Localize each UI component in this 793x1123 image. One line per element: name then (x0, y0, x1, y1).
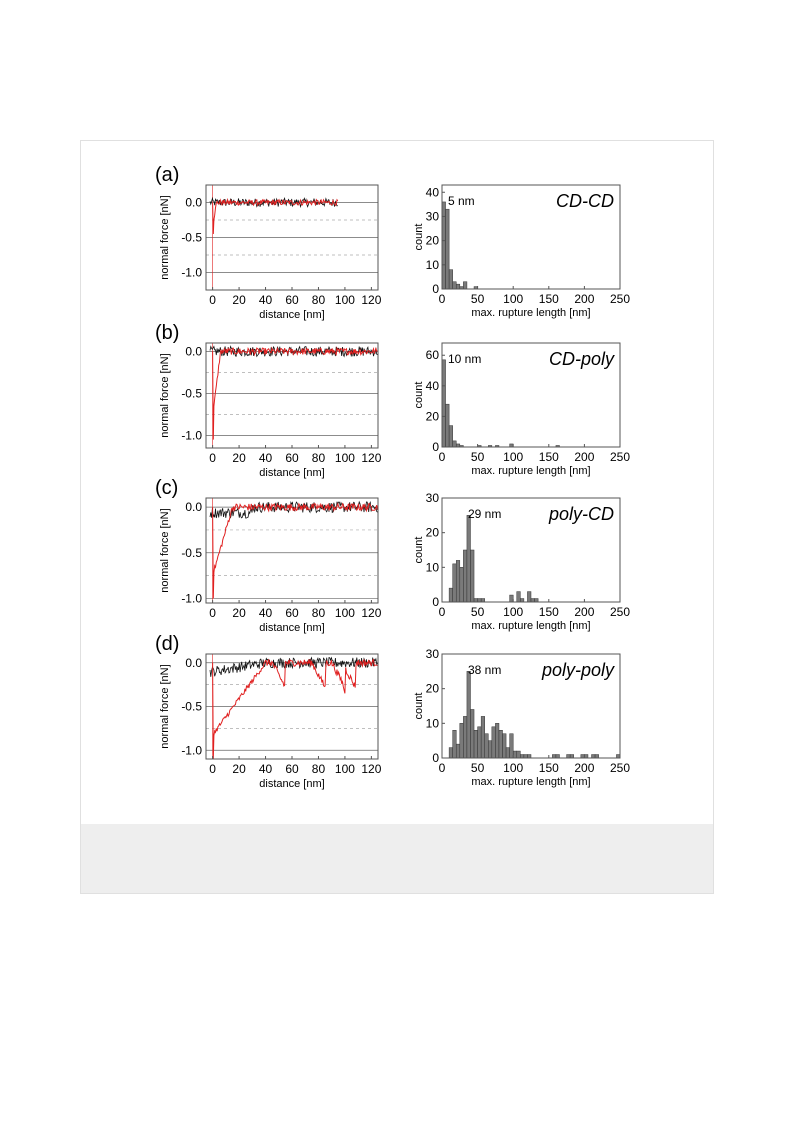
histogram-bar (517, 751, 521, 758)
force-xlabel: distance [nm] (259, 622, 325, 634)
force-ytick-label: -1.0 (181, 428, 202, 443)
histogram-bar (449, 748, 453, 758)
hist-xtick-label: 100 (503, 761, 524, 775)
histogram-bar (474, 599, 478, 602)
force-ytick-label: -1.0 (181, 265, 202, 280)
hist-xtick-label: 50 (470, 292, 485, 306)
force-xtick-label: 100 (334, 762, 355, 776)
force-ytick-label: 0.0 (185, 655, 202, 670)
hist-xtick-label: 100 (503, 450, 524, 464)
histogram-bar (453, 282, 457, 289)
force-ylabel: normal force [nN] (159, 195, 171, 280)
hist-ylabel: count (413, 223, 425, 251)
peak-value-label: 5 nm (448, 194, 475, 208)
hist-xlabel: max. rupture length [nm] (471, 465, 591, 477)
hist-ytick-label: 20 (425, 681, 439, 696)
histogram-bar (460, 567, 464, 602)
hist-xtick-label: 250 (609, 605, 631, 619)
histogram-bar (481, 716, 485, 758)
force-xtick-label: 60 (285, 451, 299, 465)
histogram-bar (488, 741, 492, 758)
hist-xtick-label: 150 (538, 450, 559, 464)
force-xtick-label: 0 (209, 606, 216, 620)
histogram-bar (531, 599, 535, 602)
histogram-bar (492, 727, 496, 758)
retract-trace (213, 348, 378, 440)
panel-letter: (d) (155, 633, 180, 655)
histogram-bar (520, 599, 524, 602)
hist-xtick-label: 200 (574, 292, 595, 306)
hist-ytick-label: 20 (425, 409, 439, 424)
hist-ytick-label: 10 (425, 560, 439, 575)
system-label: CD-poly (548, 349, 614, 369)
histogram-bar (470, 709, 474, 758)
histogram-bar (453, 730, 457, 758)
histogram-bar (449, 426, 453, 447)
histogram-bar (503, 734, 507, 758)
hist-ytick-label: 0 (432, 282, 439, 296)
force-xtick-label: 120 (361, 762, 382, 776)
force-xtick-label: 40 (258, 293, 273, 307)
histogram-bar (456, 744, 460, 758)
histogram-bar (453, 564, 457, 602)
histogram-bar (481, 599, 485, 602)
histogram-bar (449, 588, 453, 602)
hist-ytick-label: 10 (425, 716, 439, 731)
histogram-bar (456, 284, 460, 289)
histogram-bar (513, 751, 517, 758)
force-xlabel: distance [nm] (259, 309, 325, 321)
histogram-bar (463, 716, 467, 758)
histogram-bar (595, 755, 599, 758)
retract-trace (213, 659, 378, 759)
histogram-bar (442, 360, 446, 447)
hist-ytick-label: 40 (425, 378, 439, 393)
hist-ytick-label: 10 (425, 257, 439, 272)
force-xtick-label: 40 (258, 606, 273, 620)
force-xtick-label: 100 (334, 606, 355, 620)
hist-xtick-label: 0 (438, 605, 446, 619)
histogram-bar (478, 727, 482, 758)
histogram-bar (552, 755, 556, 758)
hist-xtick-label: 50 (470, 450, 485, 464)
peak-value-label: 38 nm (468, 663, 502, 677)
hist-xtick-label: 0 (438, 292, 446, 306)
histogram-bar (460, 723, 464, 758)
hist-ytick-label: 40 (425, 185, 439, 200)
panel-letter: (b) (155, 322, 180, 344)
system-label: poly-CD (548, 504, 614, 524)
force-xtick-label: 60 (285, 606, 299, 620)
system-label: poly-poly (541, 660, 614, 680)
hist-ytick-label: 20 (425, 233, 439, 248)
force-xtick-label: 20 (232, 762, 246, 776)
force-ytick-label: 0.0 (185, 195, 202, 210)
system-label: CD-CD (556, 191, 614, 211)
histogram-bar (616, 755, 620, 758)
hist-ytick-label: 0 (432, 595, 439, 609)
force-xtick-label: 0 (209, 451, 216, 465)
force-xtick-label: 60 (285, 762, 299, 776)
force-xtick-label: 100 (334, 293, 355, 307)
force-ytick-label: 0.0 (185, 500, 202, 515)
hist-xtick-label: 250 (609, 450, 631, 464)
histogram-bar (446, 209, 450, 289)
hist-ytick-label: 20 (425, 525, 439, 540)
force-ytick-label: -0.5 (181, 699, 202, 714)
histogram-bar (449, 270, 453, 289)
force-ytick-label: -0.5 (181, 545, 202, 560)
hist-xtick-label: 100 (503, 292, 524, 306)
force-xtick-label: 60 (285, 293, 299, 307)
hist-xtick-label: 150 (538, 605, 559, 619)
histogram-bar (478, 599, 482, 602)
force-xtick-label: 80 (311, 451, 326, 465)
histogram-bar (446, 404, 450, 447)
hist-xlabel: max. rupture length [nm] (471, 620, 591, 632)
hist-xlabel: max. rupture length [nm] (471, 307, 591, 319)
hist-ylabel: count (413, 692, 425, 720)
force-xtick-label: 80 (311, 606, 326, 620)
histogram-bar (470, 550, 474, 602)
hist-ytick-label: 0 (432, 440, 439, 454)
histogram-bar (535, 599, 539, 602)
histogram-bar (584, 755, 588, 758)
histogram-bar (506, 748, 510, 758)
hist-xtick-label: 150 (538, 761, 559, 775)
hist-xtick-label: 0 (438, 450, 446, 464)
force-xtick-label: 0 (209, 762, 216, 776)
force-xtick-label: 120 (361, 293, 382, 307)
force-xlabel: distance [nm] (259, 467, 325, 479)
hist-xtick-label: 100 (503, 605, 524, 619)
force-xtick-label: 40 (258, 762, 273, 776)
force-ylabel: normal force [nN] (159, 664, 171, 749)
hist-xtick-label: 0 (438, 761, 446, 775)
histogram-bar (442, 202, 446, 289)
retract-trace (213, 504, 378, 599)
histogram-bar (517, 592, 521, 602)
histogram-bar (467, 515, 471, 602)
histogram-bar (463, 282, 467, 289)
force-xtick-label: 20 (232, 606, 246, 620)
approach-trace (210, 658, 378, 677)
hist-ytick-label: 0 (432, 751, 439, 765)
force-plot-frame (206, 343, 378, 448)
histogram-bar (527, 755, 531, 758)
hist-ytick-label: 30 (425, 209, 439, 224)
force-ylabel: normal force [nN] (159, 353, 171, 438)
hist-ytick-label: 30 (425, 647, 439, 661)
force-xtick-label: 80 (311, 293, 326, 307)
hist-xtick-label: 200 (574, 761, 595, 775)
hist-ytick-label: 30 (425, 491, 439, 505)
histogram-bar (456, 560, 460, 602)
force-xtick-label: 100 (334, 451, 355, 465)
histogram-bar (527, 592, 531, 602)
hist-xtick-label: 250 (609, 761, 631, 775)
histogram-bar (485, 734, 489, 758)
histogram-bar (510, 734, 514, 758)
histogram-bar (467, 671, 471, 758)
force-ytick-label: 0.0 (185, 344, 202, 359)
histogram-bar (567, 755, 571, 758)
force-xlabel: distance [nm] (259, 778, 325, 790)
hist-ylabel: count (413, 536, 425, 564)
histogram-bar (592, 755, 596, 758)
approach-trace (210, 346, 378, 356)
panel-letter: (c) (155, 477, 179, 499)
histogram-bar (463, 550, 467, 602)
hist-xtick-label: 200 (574, 450, 595, 464)
histogram-bar (556, 755, 560, 758)
force-xtick-label: 120 (361, 606, 382, 620)
histogram-bar (520, 755, 524, 758)
panel-letter: (a) (155, 164, 180, 186)
histogram-bar (495, 723, 499, 758)
force-ytick-label: -0.5 (181, 230, 202, 245)
peak-value-label: 29 nm (468, 507, 502, 521)
hist-xtick-label: 150 (538, 292, 559, 306)
force-xtick-label: 80 (311, 762, 326, 776)
force-xtick-label: 40 (258, 451, 273, 465)
hist-xtick-label: 200 (574, 605, 595, 619)
hist-xtick-label: 250 (609, 292, 631, 306)
peak-value-label: 10 nm (448, 352, 482, 366)
force-xtick-label: 120 (361, 451, 382, 465)
histogram-bar (453, 441, 457, 447)
hist-ylabel: count (413, 381, 425, 409)
force-ytick-label: -0.5 (181, 386, 202, 401)
histogram-bar (570, 755, 574, 758)
histogram-bar (581, 755, 585, 758)
force-xtick-label: 20 (232, 451, 246, 465)
hist-xtick-label: 50 (470, 761, 485, 775)
hist-xlabel: max. rupture length [nm] (471, 776, 591, 788)
histogram-bar (474, 730, 478, 758)
force-ytick-label: -1.0 (181, 743, 202, 758)
hist-ytick-label: 60 (425, 348, 439, 363)
hist-xtick-label: 50 (470, 605, 485, 619)
histogram-bar (524, 755, 528, 758)
histogram-bar (510, 595, 514, 602)
force-xtick-label: 0 (209, 293, 216, 307)
histogram-bar (499, 730, 503, 758)
force-ytick-label: -1.0 (181, 591, 202, 606)
force-xtick-label: 20 (232, 293, 246, 307)
force-ylabel: normal force [nN] (159, 508, 171, 593)
